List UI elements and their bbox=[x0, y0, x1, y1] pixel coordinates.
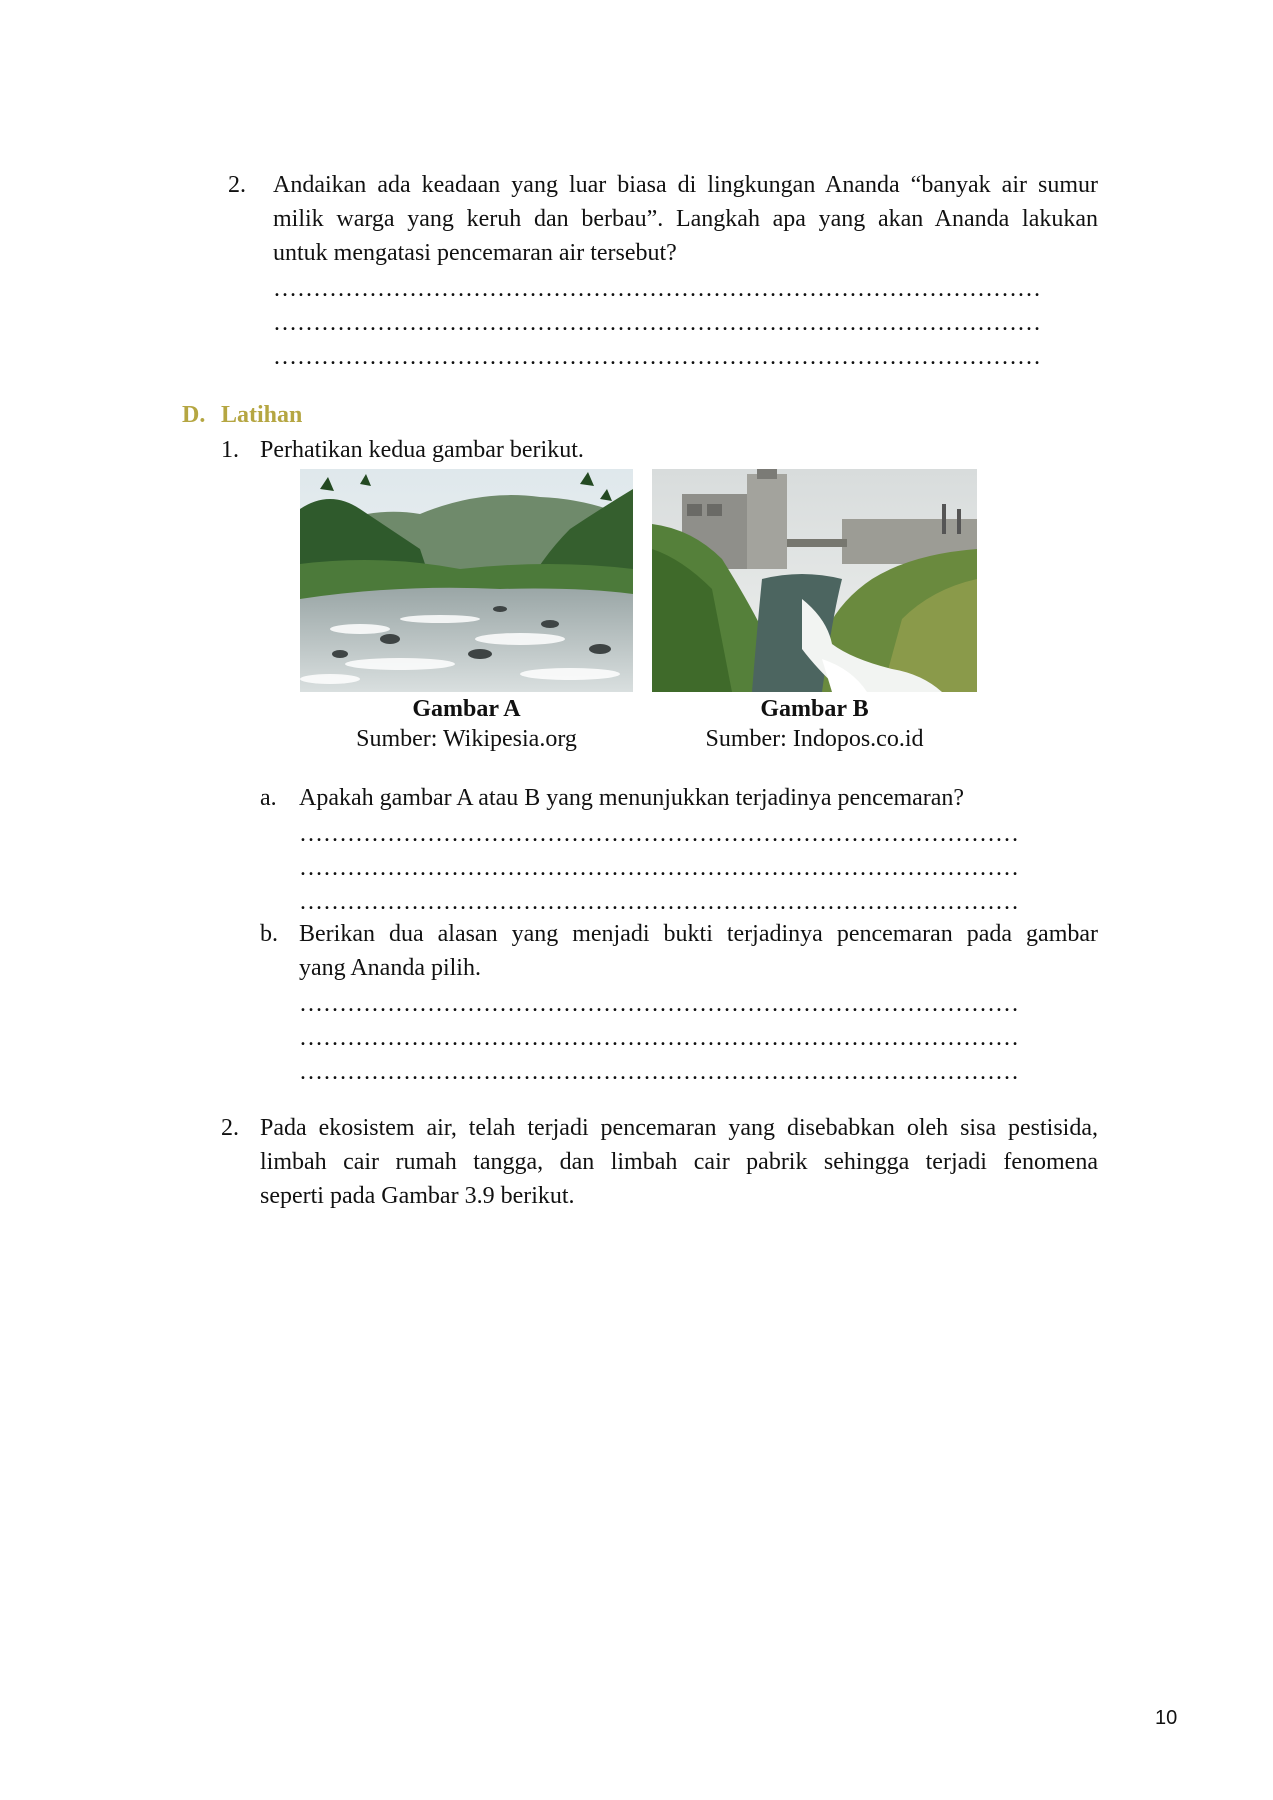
question-2-line-2: limbah cair rumah tangga, dan limbah cair pabrik sehingga terjadi fenomena bbox=[260, 1149, 1098, 1175]
question-2-number: 2. bbox=[221, 1115, 239, 1141]
question-2-top-line-2: milik warga yang keruh dan berbau”. Langkah apa yang akan Ananda lakukan bbox=[273, 206, 1098, 232]
answer-line: ……………………………………………………………………………… bbox=[299, 821, 1019, 847]
figure-a-source: Sumber: Wikipesia.org bbox=[356, 726, 577, 752]
answer-line: ……………………………………………………………………………… bbox=[299, 889, 1019, 915]
answer-line: …………………………………………………………………………………… bbox=[273, 344, 1041, 370]
figure-b-source: Sumber: Indopos.co.id bbox=[705, 726, 924, 752]
polluted-river-photo bbox=[652, 469, 977, 692]
page-number: 10 bbox=[1155, 1707, 1178, 1729]
figure-b-image bbox=[652, 469, 977, 692]
question-1-number: 1. bbox=[221, 437, 239, 463]
figure-a-caption bbox=[300, 694, 633, 754]
clean-river-photo bbox=[300, 469, 633, 692]
answer-line: ……………………………………………………………………………… bbox=[299, 1059, 1019, 1085]
answer-line: ……………………………………………………………………………… bbox=[299, 855, 1019, 881]
question-2-line-1: Pada ekosistem air, telah terjadi pencemaran yang disebabkan oleh sisa pestisida, bbox=[260, 1115, 1098, 1141]
figure-b-title: Gambar B bbox=[760, 696, 869, 722]
section-title: Latihan bbox=[221, 402, 303, 428]
figure-b-caption bbox=[652, 694, 977, 754]
answer-line: ……………………………………………………………………………… bbox=[299, 991, 1019, 1017]
question-2-line-3: seperti pada Gambar 3.9 berikut. bbox=[260, 1183, 575, 1209]
question-2-top-line-3: untuk mengatasi pencemaran air tersebut? bbox=[273, 240, 677, 266]
figure-a-title: Gambar A bbox=[412, 696, 521, 722]
question-2-top-line-1: Andaikan ada keadaan yang luar biasa di lingkungan Ananda “banyak air sumur bbox=[273, 172, 1098, 198]
answer-line: ……………………………………………………………………………… bbox=[299, 1025, 1019, 1051]
subquestion-a-text: Apakah gambar A atau B yang menunjukkan terjadinya pencemaran? bbox=[299, 785, 965, 811]
subquestion-b-label: b. bbox=[260, 921, 278, 947]
question-1-text: Perhatikan kedua gambar berikut. bbox=[260, 437, 584, 463]
question-2-top-number: 2. bbox=[228, 172, 246, 198]
figure-a-image bbox=[300, 469, 633, 692]
subquestion-a-label: a. bbox=[260, 785, 277, 811]
subquestion-b-line-1: Berikan dua alasan yang menjadi bukti terjadinya pencemaran pada gambar bbox=[299, 921, 1098, 947]
answer-line: …………………………………………………………………………………… bbox=[273, 276, 1041, 302]
answer-line: …………………………………………………………………………………… bbox=[273, 310, 1041, 336]
subquestion-b-line-2: yang Ananda pilih. bbox=[299, 955, 481, 981]
section-letter: D. bbox=[182, 402, 206, 428]
